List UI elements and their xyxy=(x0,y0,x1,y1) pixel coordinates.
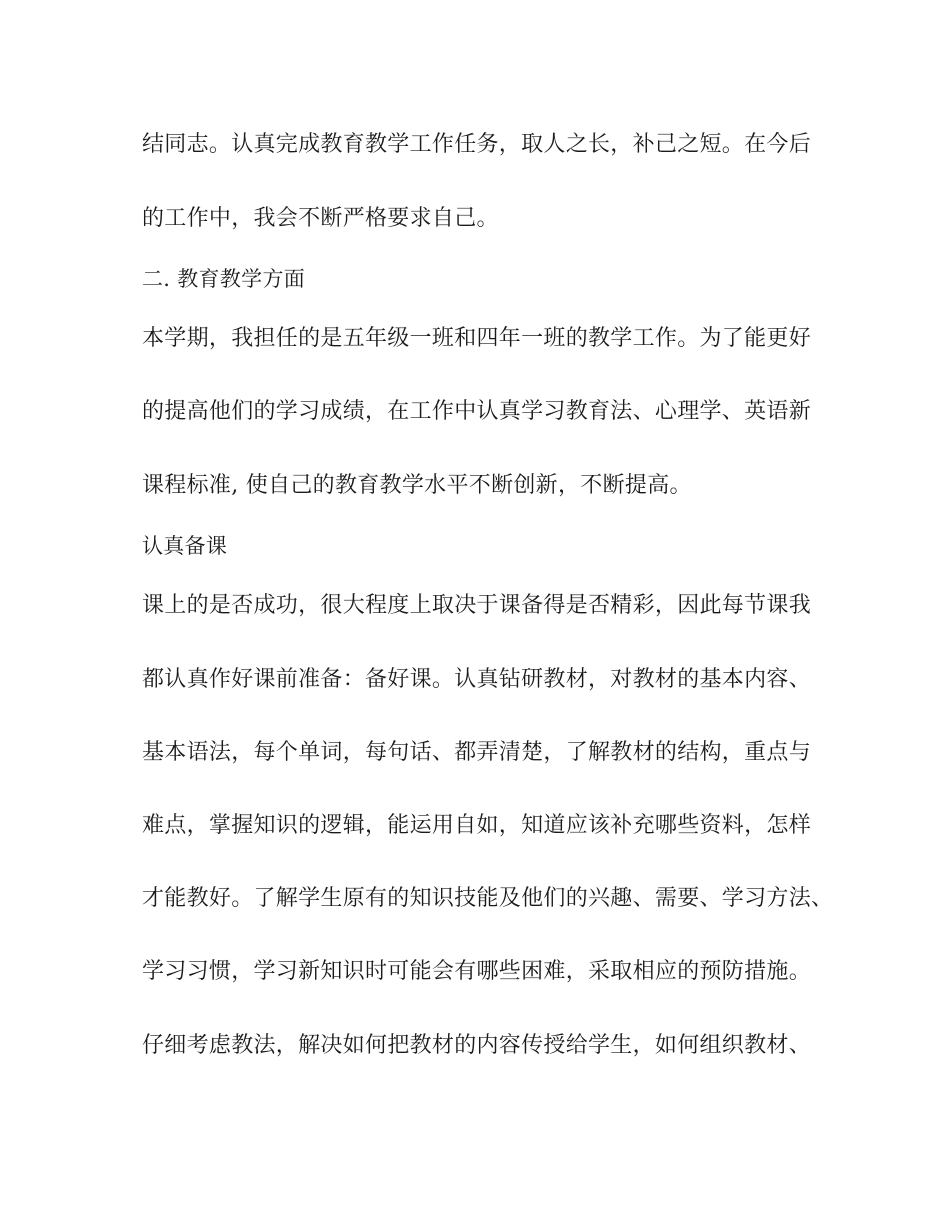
paragraph-3-line-7: 仔细考虑教法，解决如何把教材的内容传授给学生，如何组织教材、 xyxy=(142,1033,812,1058)
paragraph-2-line-2: 的提高他们的学习成绩，在工作中认真学习教育法、心理学、英语新 xyxy=(142,399,812,424)
paragraph-1-line-2: 的工作中，我会不断严格要求自己。 xyxy=(142,206,499,231)
section-heading: 二. 教育教学方面 xyxy=(142,267,306,291)
subheading: 认真备课 xyxy=(142,534,228,558)
paragraph-2-line-3: 课程标准, 使自己的教育教学水平不断创新，不断提高。 xyxy=(142,473,692,498)
paragraph-3-line-5: 才能教好。了解学生原有的知识技能及他们的兴趣、需要、学习方法、 xyxy=(142,886,834,911)
paragraph-3-line-1: 课上的是否成功，很大程度上取决于课备得是否精彩，因此每节课我 xyxy=(142,593,812,618)
paragraph-2-line-1: 本学期，我担任的是五年级一班和四年一班的教学工作。为了能更好 xyxy=(142,326,812,351)
paragraph-3-line-6: 学习习惯，学习新知识时可能会有哪些困难，采取相应的预防措施。 xyxy=(142,959,812,984)
paragraph-3-line-3: 基本语法，每个单词，每句话、都弄清楚，了解教材的结构，重点与 xyxy=(142,740,812,765)
paragraph-1-line-1: 结同志。认真完成教育教学工作任务，取人之长，补己之短。在今后 xyxy=(142,132,812,157)
paragraph-3-line-2: 都认真作好课前准备：备好课。认真钻研教材，对教材的基本内容、 xyxy=(142,667,812,692)
paragraph-3-line-4: 难点，掌握知识的逻辑，能运用自如，知道应该补充哪些资料，怎样 xyxy=(142,813,812,838)
